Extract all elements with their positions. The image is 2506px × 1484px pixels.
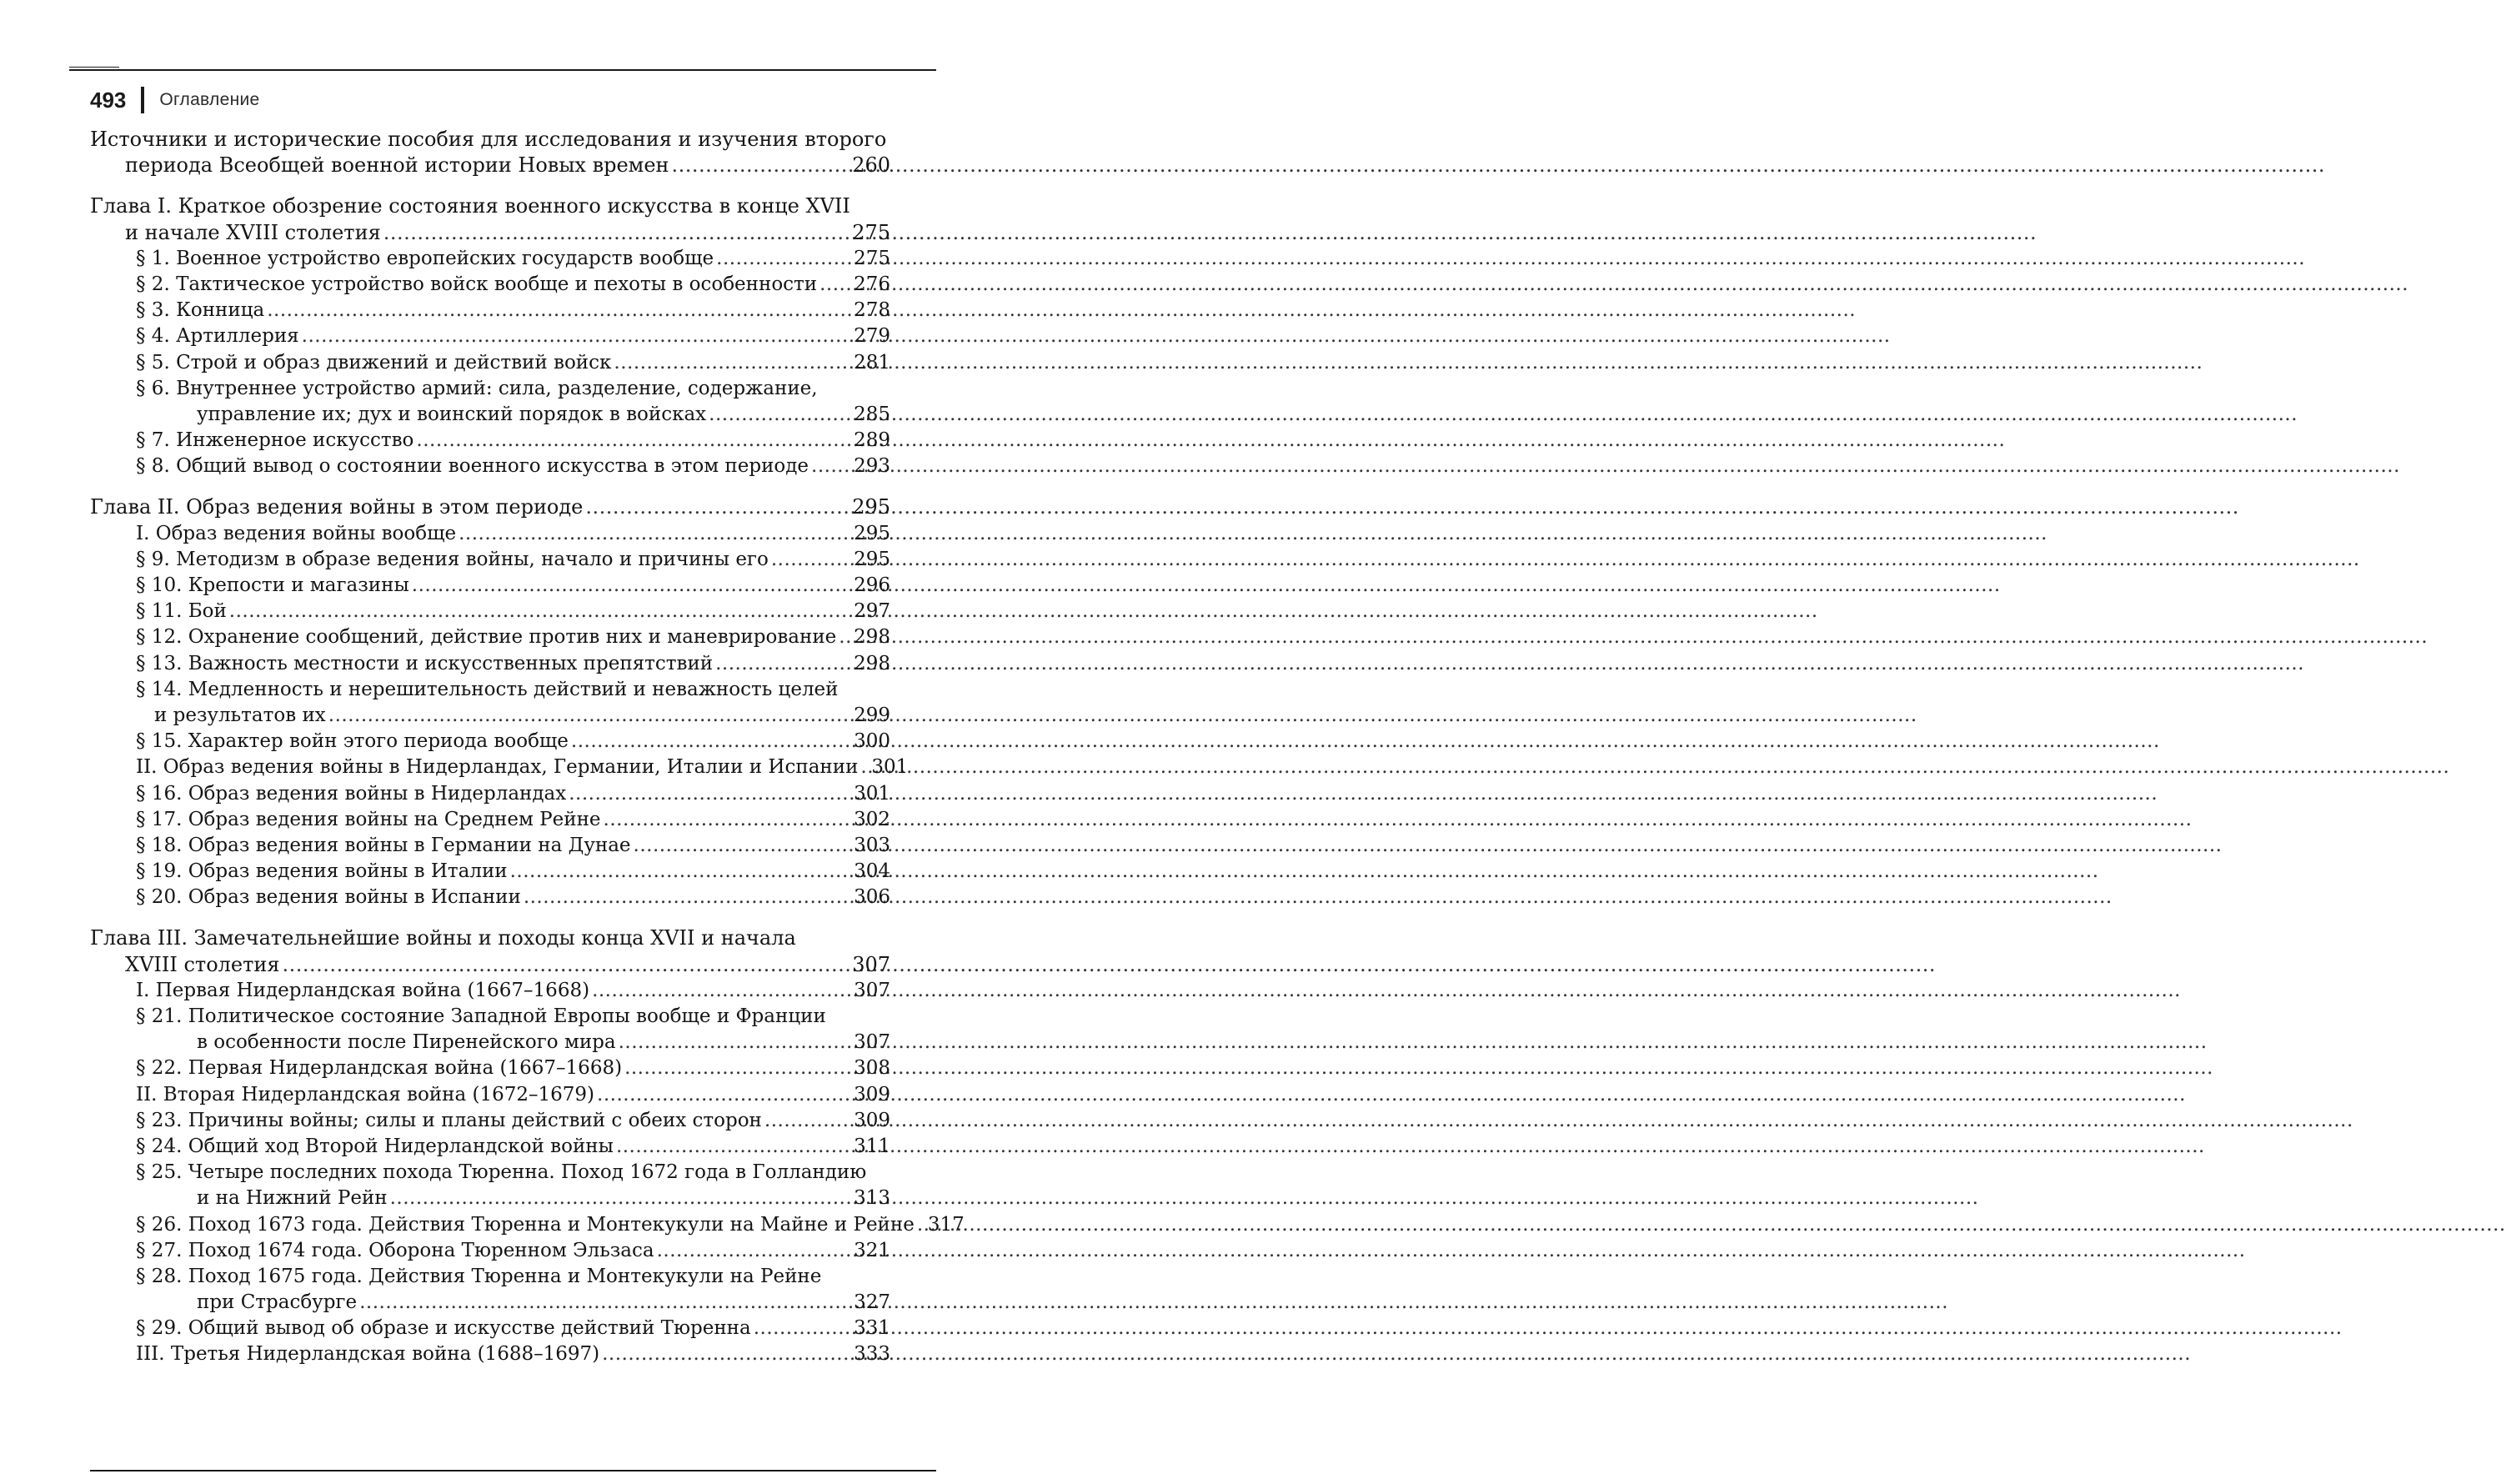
toc-page-ref: 298: [854, 624, 890, 650]
leader-dots: [524, 885, 851, 910]
leader-dots: [604, 807, 852, 833]
toc-item[interactable]: [90, 729, 890, 755]
leader-dots: [302, 323, 851, 349]
leader-dots: [616, 1134, 851, 1160]
toc-item[interactable]: [90, 1108, 890, 1134]
toc-page-ref: 295: [854, 547, 890, 573]
toc-item-cont[interactable]: [90, 402, 890, 428]
toc-item[interactable]: [90, 1264, 890, 1290]
toc-item-text: § 7. Инженерное искусство: [136, 428, 413, 454]
leader-dots: [267, 298, 851, 323]
leader-dots: [839, 624, 851, 650]
toc-page-ref: 333: [854, 1341, 890, 1367]
chapter-title: Глава II. Образ ведения войны в этом периоде: [90, 494, 583, 520]
toc-item[interactable]: [90, 599, 890, 624]
toc-item-text: § 10. Крепости и магазины: [136, 573, 409, 599]
leader-dots: [634, 833, 852, 859]
toc-item-text: § 29. Общий вывод об образе и искусстве действий Тюренна: [136, 1316, 751, 1341]
toc-item-text: в особенности после Пиренейского мира: [197, 1030, 616, 1055]
toc-entry-intro-cont[interactable]: [90, 153, 890, 178]
toc-page-ref: 293: [854, 454, 890, 479]
leader-dots: [764, 1108, 851, 1134]
toc-item[interactable]: [90, 454, 890, 479]
toc-item[interactable]: [90, 246, 890, 272]
toc-item[interactable]: [90, 885, 890, 910]
toc-item[interactable]: [90, 376, 890, 402]
toc-page-ref: 307: [854, 1030, 890, 1055]
toc-item-text: § 13. Важность местности и искусственных препятствий: [136, 651, 713, 677]
leader-dots: [754, 1316, 851, 1341]
leader-dots: [510, 859, 851, 885]
toc-page-ref: 285: [854, 402, 890, 428]
toc-item-text: § 2. Тактическое устройство войск вообще и пехоты в особенности: [136, 272, 817, 298]
leader-dots: [585, 494, 850, 520]
toc-item-text: III. Третья Нидерландская война (1688–1697): [136, 1341, 599, 1367]
toc-item[interactable]: [90, 1004, 890, 1030]
toc-item[interactable]: [90, 350, 890, 376]
toc-entry-text: периода Всеобщей военной истории Новых времен: [125, 153, 669, 178]
chapter-title: Глава I. Краткое обозрение состояния военного искусства в конце XVII: [90, 193, 850, 219]
toc-item[interactable]: [90, 1082, 890, 1108]
toc-item[interactable]: [90, 781, 890, 807]
leader-dots: [569, 781, 851, 807]
toc-item-text: и на Нижний Рейн: [197, 1186, 388, 1211]
toc-page-ref: 321: [854, 1238, 890, 1264]
leader-dots: [709, 402, 851, 428]
top-rule: [69, 69, 936, 71]
toc-item-text: § 26. Поход 1673 года. Действия Тюренна и Монтекукули на Майне и Рейне: [136, 1212, 915, 1238]
toc-item-text: § 14. Медленность и нерешительность действий и неважность целей: [136, 677, 839, 703]
toc-page: [0, 0, 1000, 1484]
page-number: 493: [90, 88, 126, 113]
toc-item[interactable]: [90, 521, 890, 547]
leader-dots: [390, 1186, 852, 1211]
toc-page-ref: 301: [854, 781, 890, 807]
toc-item-text: § 4. Артиллерия: [136, 323, 299, 349]
toc-item[interactable]: [90, 1316, 890, 1341]
toc-page-ref: 260: [852, 153, 890, 178]
toc-page-ref: 275: [854, 246, 890, 272]
leader-dots: [328, 703, 851, 729]
toc-page-ref: 313: [854, 1186, 890, 1211]
bottom-rule: [90, 1470, 936, 1471]
leader-dots: [771, 547, 851, 573]
toc-page-ref: 327: [854, 1290, 890, 1316]
toc-item-text: § 23. Причины войны; силы и планы действий с обеих сторон: [136, 1108, 762, 1134]
toc-chapter-2[interactable]: [90, 494, 890, 520]
table-of-contents: [90, 127, 890, 1368]
toc-item-text: § 25. Четыре последних похода Тюренна. Поход 1672 года в Голландию: [136, 1160, 866, 1186]
toc-page-ref: 304: [854, 859, 890, 885]
chapter-title: XVIII столетия: [125, 952, 280, 978]
toc-item[interactable]: [90, 1134, 890, 1160]
toc-item[interactable]: [90, 1341, 890, 1367]
toc-page-ref: 311: [854, 1134, 890, 1160]
toc-item-text: § 18. Образ ведения войны в Германии на Дунае: [136, 833, 631, 859]
toc-page-ref: 295: [854, 521, 890, 547]
toc-item-cont[interactable]: [90, 703, 890, 729]
toc-entry-intro[interactable]: [90, 127, 890, 153]
header-divider: [141, 87, 144, 113]
toc-item-text: при Страсбурге: [197, 1290, 357, 1316]
toc-item[interactable]: [90, 755, 890, 780]
toc-page-ref: 300: [854, 729, 890, 755]
toc-item-text: § 6. Внутреннее устройство армий: сила, разделение, содержание,: [136, 376, 818, 402]
toc-item[interactable]: [90, 323, 890, 349]
leader-dots: [592, 978, 851, 1004]
toc-item[interactable]: [90, 624, 890, 650]
toc-item[interactable]: [90, 1055, 890, 1081]
leader-dots: [672, 153, 850, 178]
toc-page-ref: 297: [854, 599, 890, 624]
leader-dots: [459, 521, 851, 547]
toc-item[interactable]: [90, 1160, 890, 1186]
leader-dots: [619, 1030, 851, 1055]
toc-page-ref: 279: [854, 323, 890, 349]
toc-item-text: § 22. Первая Нидерландская война (1667–1668): [136, 1055, 622, 1081]
toc-item-text: § 21. Политическое состояние Западной Европы вообще и Франции: [136, 1004, 826, 1030]
toc-item-text: II. Образ ведения войны в Нидерландах, Германии, Италии и Испании: [136, 755, 858, 780]
toc-item-text: § 27. Поход 1674 года. Оборона Тюренном Эльзаса: [136, 1238, 654, 1264]
leader-dots: [383, 220, 850, 246]
toc-page-ref: 278: [854, 298, 890, 323]
toc-item[interactable]: [90, 428, 890, 454]
toc-item-text: § 5. Строй и образ движений и действий войск: [136, 350, 611, 376]
toc-item[interactable]: [90, 573, 890, 599]
toc-chapter-3[interactable]: [90, 925, 890, 951]
toc-page-ref: 296: [854, 573, 890, 599]
chapter-title: Глава III. Замечательнейшие войны и походы конца XVII и начала: [90, 925, 796, 951]
leader-dots: [412, 573, 851, 599]
toc-page-ref: 308: [854, 1055, 890, 1081]
toc-item[interactable]: [90, 677, 890, 703]
toc-item-text: I. Первая Нидерландская война (1667–1668): [136, 978, 589, 1004]
toc-item-text: § 15. Характер войн этого периода вообще: [136, 729, 569, 755]
leader-dots: [811, 454, 851, 479]
leader-dots: [819, 272, 851, 298]
leader-dots: [614, 350, 851, 376]
toc-item-text: управление их; дух и воинский порядок в войсках: [197, 402, 706, 428]
toc-item[interactable]: [90, 272, 890, 298]
header-title: Оглавление: [159, 90, 259, 110]
toc-item-text: § 1. Военное устройство европейских государств вообще: [136, 246, 714, 272]
toc-item-text: § 17. Образ ведения войны на Среднем Рейне: [136, 807, 601, 833]
toc-item[interactable]: [90, 859, 890, 885]
toc-entry-text: Источники и исторические пособия для исследования и изучения второго: [90, 127, 886, 153]
toc-item-text: § 20. Образ ведения войны в Испании: [136, 885, 521, 910]
toc-item-text: § 3. Конница: [136, 298, 264, 323]
toc-page-ref: 298: [854, 651, 890, 677]
toc-item[interactable]: [90, 833, 890, 859]
leader-dots: [624, 1055, 851, 1081]
toc-page-ref: 301: [871, 755, 908, 780]
toc-page-ref: 307: [854, 978, 890, 1004]
leader-dots: [602, 1341, 851, 1367]
toc-page-ref: 309: [854, 1082, 890, 1108]
toc-item-text: § 8. Общий вывод о состоянии военного искусства в этом периоде: [136, 454, 809, 479]
toc-item-text: I. Образ ведения войны вообще: [136, 521, 456, 547]
toc-item[interactable]: [90, 807, 890, 833]
toc-item[interactable]: [90, 651, 890, 677]
toc-item-text: § 12. Охранение сообщений, действие против них и маневрирование: [136, 624, 836, 650]
toc-page-ref: 289: [854, 428, 890, 454]
toc-item-cont[interactable]: [90, 1186, 890, 1211]
toc-page-ref: 299: [854, 703, 890, 729]
chapter-title: и начале XVIII столетия: [125, 220, 381, 246]
leader-dots: [917, 1212, 925, 1238]
leader-dots: [359, 1290, 851, 1316]
toc-chapter-3-cont[interactable]: [90, 952, 890, 978]
toc-page-ref: 281: [854, 350, 890, 376]
leader-dots: [229, 599, 851, 624]
running-header: [90, 83, 259, 117]
toc-page-ref: 307: [852, 952, 890, 978]
top-rule-thin: [69, 67, 119, 68]
leader-dots: [716, 246, 851, 272]
toc-item-text: § 9. Методизм в образе ведения войны, начало и причины его: [136, 547, 769, 573]
leader-dots: [597, 1082, 851, 1108]
toc-chapter-1-cont[interactable]: [90, 220, 890, 246]
toc-item[interactable]: [90, 298, 890, 323]
toc-chapter-1[interactable]: [90, 193, 890, 219]
toc-item-text: II. Вторая Нидерландская война (1672–1679): [136, 1082, 594, 1108]
leader-dots: [283, 952, 850, 978]
toc-page-ref: 302: [854, 807, 890, 833]
toc-page-ref: 295: [852, 494, 890, 520]
toc-item-text: и результатов их: [154, 703, 326, 729]
toc-item[interactable]: [90, 1212, 890, 1238]
leader-dots: [571, 729, 851, 755]
toc-item-text: § 11. Бой: [136, 599, 227, 624]
leader-dots: [860, 755, 869, 780]
toc-page-ref: 303: [854, 833, 890, 859]
toc-item-text: § 16. Образ ведения войны в Нидерландах: [136, 781, 566, 807]
toc-page-ref: 309: [854, 1108, 890, 1134]
toc-item[interactable]: [90, 547, 890, 573]
toc-page-ref: 317: [928, 1212, 965, 1238]
leader-dots: [715, 651, 851, 677]
toc-page-ref: 331: [854, 1316, 890, 1341]
toc-page-ref: 306: [854, 885, 890, 910]
leader-dots: [416, 428, 851, 454]
toc-item-cont[interactable]: [90, 1030, 890, 1055]
toc-page-ref: 275: [852, 220, 890, 246]
toc-item-cont[interactable]: [90, 1290, 890, 1316]
toc-item-text: § 19. Образ ведения войны в Италии: [136, 859, 508, 885]
toc-page-ref: 276: [854, 272, 890, 298]
toc-item-text: § 28. Поход 1675 года. Действия Тюренна и Монтекукули на Рейне: [136, 1264, 821, 1290]
toc-item-text: § 24. Общий ход Второй Нидерландской войны: [136, 1134, 614, 1160]
toc-item[interactable]: [90, 978, 890, 1004]
leader-dots: [657, 1238, 851, 1264]
toc-item[interactable]: [90, 1238, 890, 1264]
